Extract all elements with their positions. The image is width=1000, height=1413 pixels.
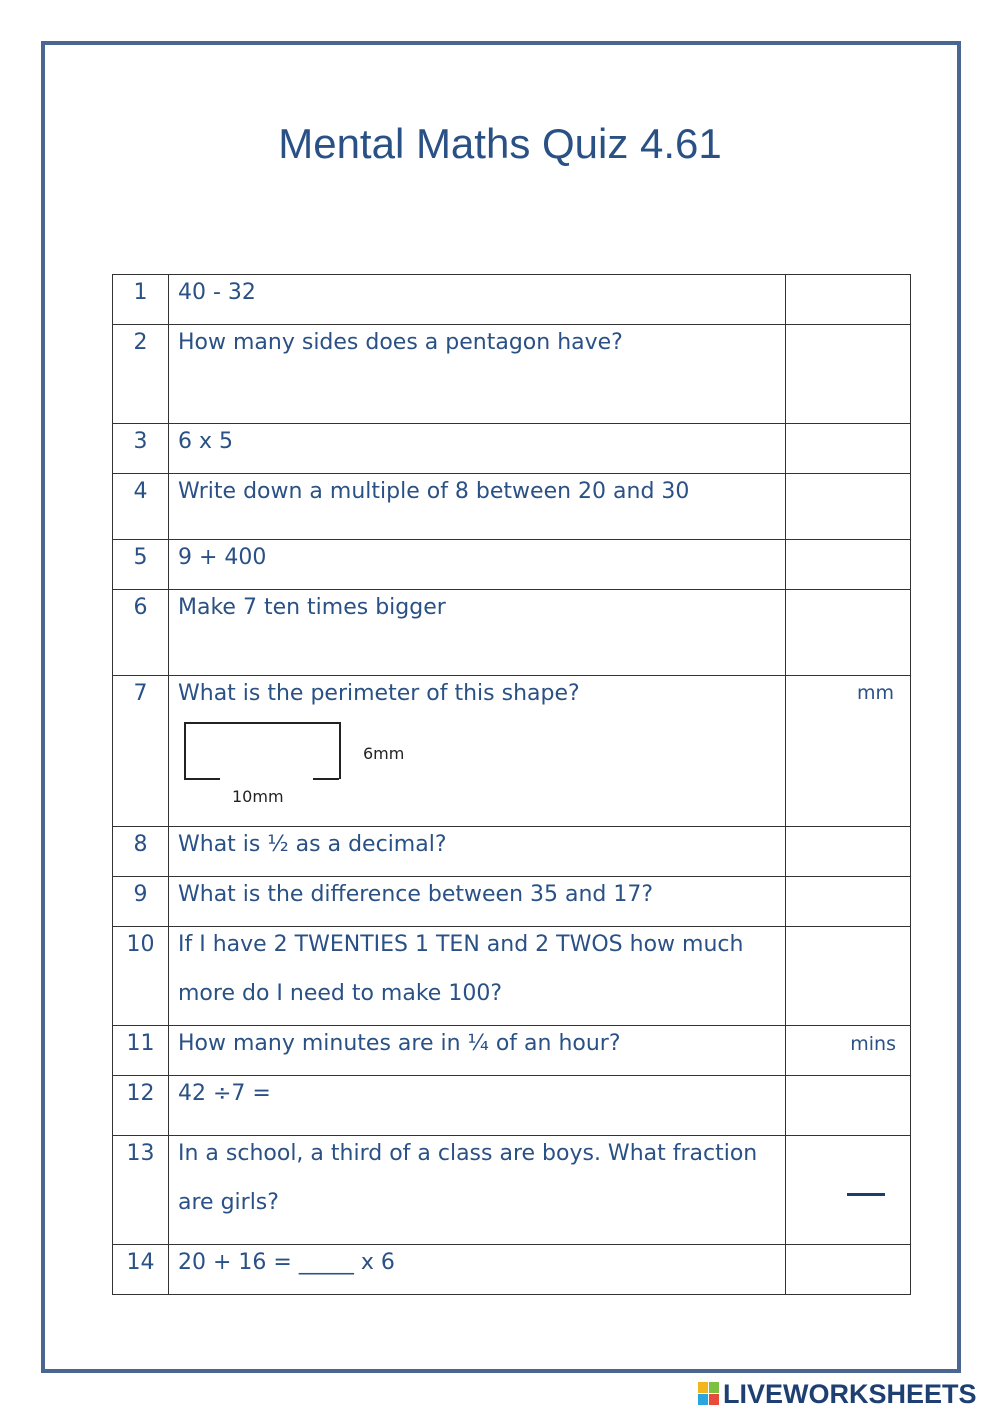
- table-row: [113, 424, 911, 474]
- table-row: [113, 325, 911, 424]
- question-number: 1: [113, 275, 169, 325]
- answer-box[interactable]: [786, 424, 911, 474]
- table-row: [113, 827, 911, 877]
- rectangle-bottom-right-edge: [313, 778, 339, 780]
- question-number: 5: [113, 540, 169, 590]
- liveworksheets-logo: [698, 1377, 977, 1411]
- question-text: 40 - 32: [169, 275, 786, 325]
- question-number: 9: [113, 877, 169, 927]
- question-number: 13: [113, 1136, 169, 1245]
- answer-box[interactable]: [786, 1245, 911, 1295]
- question-number: 8: [113, 827, 169, 877]
- table-row: [113, 474, 911, 540]
- question-number: 4: [113, 474, 169, 540]
- table-row: [113, 1026, 911, 1076]
- table-row: [113, 1136, 911, 1245]
- unit-label: mins: [850, 1033, 896, 1055]
- answer-box[interactable]: [786, 1026, 911, 1076]
- question-text: What is ½ as a decimal?: [169, 827, 786, 877]
- answer-box[interactable]: [786, 1136, 911, 1245]
- table-row: [113, 1076, 911, 1136]
- question-number: 3: [113, 424, 169, 474]
- question-text: Write down a multiple of 8 between 20 and 30: [169, 474, 786, 540]
- question-text: 9 + 400: [169, 540, 786, 590]
- side-length-label: 6mm: [363, 744, 405, 763]
- bottom-length-label: 10mm: [232, 787, 284, 806]
- question-number: 7: [113, 676, 169, 827]
- table-row: [113, 877, 911, 927]
- question-cell: [169, 1136, 786, 1245]
- logo-mark-icon: [698, 1382, 720, 1406]
- logo-text: LIVEWORKSHEETS: [723, 1378, 977, 1409]
- table-row: [113, 1245, 911, 1295]
- answer-box[interactable]: [786, 927, 911, 1026]
- rectangle-diagram: [178, 708, 775, 826]
- question-text: 20 + 16 = _____ x 6: [169, 1245, 786, 1295]
- rectangle-shape: [184, 722, 341, 779]
- unit-label: mm: [856, 682, 894, 704]
- table-row: [113, 676, 911, 827]
- question-number: 2: [113, 325, 169, 424]
- question-text: In a school, a third of a class are boys. What fraction: [178, 1141, 758, 1166]
- answer-box[interactable]: [786, 827, 911, 877]
- answer-box[interactable]: [786, 877, 911, 927]
- quiz-table: [112, 274, 911, 1295]
- answer-box[interactable]: [786, 325, 911, 424]
- question-text: How many minutes are in ¼ of an hour?: [169, 1026, 786, 1076]
- question-text: 6 x 5: [169, 424, 786, 474]
- answer-box[interactable]: [786, 275, 911, 325]
- question-text: Make 7 ten times bigger: [169, 590, 786, 676]
- question-text: What is the difference between 35 and 17?: [169, 877, 786, 927]
- question-cell: [169, 676, 786, 827]
- question-number: 14: [113, 1245, 169, 1295]
- answer-box[interactable]: [786, 474, 911, 540]
- question-number: 10: [113, 927, 169, 1026]
- question-text: How many sides does a pentagon have?: [169, 325, 786, 424]
- answer-box[interactable]: [786, 676, 911, 827]
- table-row: [113, 540, 911, 590]
- table-row: [113, 927, 911, 1026]
- question-number: 11: [113, 1026, 169, 1076]
- question-cell: [169, 927, 786, 1026]
- question-text-line2: are girls?: [178, 1190, 279, 1215]
- question-text: 42 ÷7 =: [169, 1076, 786, 1136]
- table-row: [113, 275, 911, 325]
- question-number: 6: [113, 590, 169, 676]
- rectangle-bottom-left-edge: [184, 778, 220, 780]
- answer-box[interactable]: [786, 540, 911, 590]
- question-text-line2: more do I need to make 100?: [178, 981, 502, 1006]
- page-title: Mental Maths Quiz 4.61: [278, 120, 722, 167]
- question-number: 12: [113, 1076, 169, 1136]
- answer-box[interactable]: [786, 590, 911, 676]
- question-text: What is the perimeter of this shape?: [178, 681, 580, 706]
- fraction-bar: [847, 1193, 885, 1196]
- table-row: [113, 590, 911, 676]
- question-text: If I have 2 TWENTIES 1 TEN and 2 TWOS how much: [178, 932, 744, 957]
- answer-box[interactable]: [786, 1076, 911, 1136]
